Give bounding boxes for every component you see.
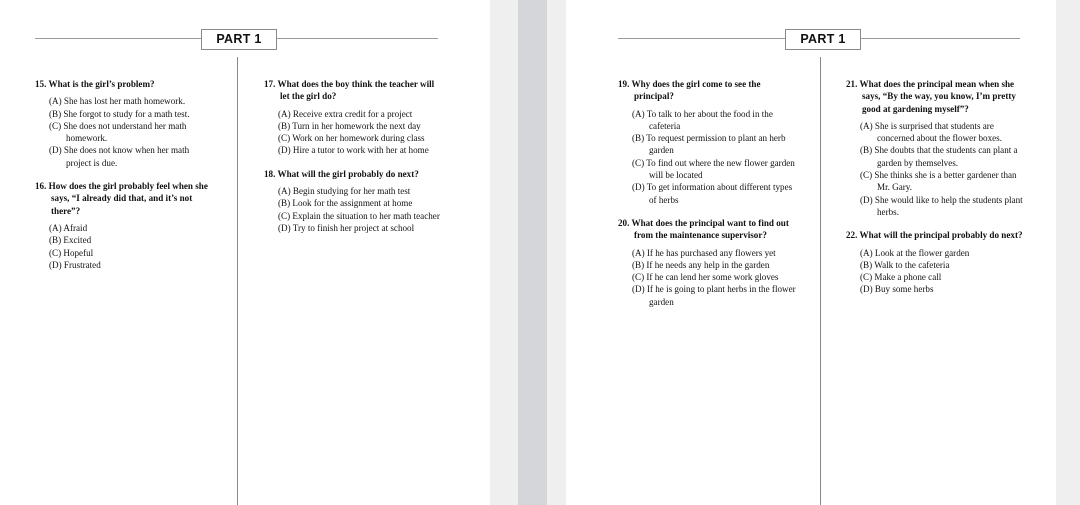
answer-option: (C) Make a phone call (860, 272, 942, 283)
answer-option: (D) If he is going to plant herbs in the flower garden (632, 284, 796, 307)
answer-option: (B) Excited (49, 235, 92, 246)
question-column-1 (618, 78, 796, 319)
question-text: 22. What will the principal probably do next? (846, 230, 1023, 241)
answer-option: (B) If he needs any help in the garden (632, 259, 770, 270)
question-block (846, 229, 1026, 295)
answer-option: (B) Look for the assignment at home (278, 198, 413, 209)
answer-option: (A) Afraid (49, 222, 88, 233)
answer-option: (B) She doubts that the students can plant a garden by themselves. (860, 145, 1018, 168)
question-text: 16. How does the girl probably feel when she says, “I already did that, and it’s not there”? (35, 181, 208, 216)
answer-option: (C) To find out where the new flower garden will be located (632, 157, 795, 181)
question-text: 20. What does the principal want to find out from the maintenance supervisor? (618, 217, 789, 241)
answer-options (264, 185, 446, 234)
question-text: 21. What does the principal mean when she says, “By the way, you know, I’m pretty good at gardening myself”? (846, 79, 1016, 114)
answer-option: (D) Try to finish her project at school (278, 222, 415, 233)
question-column-2 (264, 78, 446, 245)
column-divider (237, 57, 238, 505)
answer-option: (A) Receive extra credit for a project (278, 108, 413, 119)
question-text: 18. What will the girl probably do next? (264, 168, 419, 179)
answer-option: (A) If he has purchased any flowers yet (632, 247, 776, 258)
answer-options (618, 108, 796, 206)
answer-option: (C) If he can lend her some work gloves (632, 272, 779, 283)
answer-option: (A) To talk to her about the food in the cafeteria (632, 108, 773, 131)
document-page-right (566, 0, 1056, 505)
answer-options (35, 95, 213, 169)
question-block (264, 168, 446, 234)
answer-option: (B) She forgot to study for a math test. (49, 108, 190, 119)
answer-option: (D) She would like to help the students plant herbs. (860, 194, 1023, 217)
answer-option: (A) Begin studying for her math test (278, 186, 411, 197)
answer-option: (B) To request permission to plant an herb garden (632, 133, 786, 156)
question-text: 15. What is the girl’s problem? (35, 79, 155, 89)
answer-option: (D) To get information about different types of herbs (632, 182, 793, 205)
answer-options (846, 120, 1026, 218)
page-gap-right (547, 0, 566, 505)
answer-options (35, 222, 213, 271)
viewer-margin-right (1056, 0, 1080, 505)
answer-options (264, 108, 446, 157)
part-header: PART 1 (201, 29, 277, 50)
question-column-2 (846, 78, 1026, 307)
answer-options (618, 247, 796, 308)
answer-option: (A) Look at the flower garden (860, 247, 970, 258)
answer-option: (D) She does not know when her math project is due. (49, 145, 190, 168)
answer-options (846, 247, 1026, 296)
question-block (35, 78, 213, 169)
answer-option: (A) She is surprised that students are concerned about the flower boxes. (860, 120, 1002, 144)
question-block (264, 78, 446, 157)
page-gap-left (490, 0, 518, 505)
answer-option: (C) Explain the situation to her math teacher (278, 210, 440, 221)
question-block (618, 78, 796, 206)
question-column-1 (35, 78, 213, 282)
answer-option: (C) Hopeful (49, 247, 94, 258)
answer-option: (C) Work on her homework during class (278, 133, 425, 144)
column-divider (820, 57, 821, 505)
answer-option: (D) Hire a tutor to work with her at home (278, 145, 429, 156)
answer-option: (C) She thinks she is a better gardener than Mr. Gary. (860, 170, 1017, 193)
answer-option: (B) Turn in her homework the next day (278, 120, 421, 131)
answer-option: (D) Frustrated (49, 259, 101, 270)
question-text: 19. Why does the girl come to see the principal? (618, 79, 761, 102)
question-block (846, 78, 1026, 218)
answer-option: (D) Buy some herbs (860, 284, 934, 295)
answer-option: (C) She does not understand her math homework. (49, 120, 187, 144)
question-text: 17. What does the boy think the teacher will let the girl do? (264, 79, 435, 102)
answer-option: (B) Walk to the cafeteria (860, 259, 950, 270)
part-header: PART 1 (785, 29, 861, 50)
question-block (35, 180, 213, 271)
document-page-left (0, 0, 490, 505)
answer-option: (A) She has lost her math homework. (49, 96, 186, 107)
question-block (618, 217, 796, 308)
